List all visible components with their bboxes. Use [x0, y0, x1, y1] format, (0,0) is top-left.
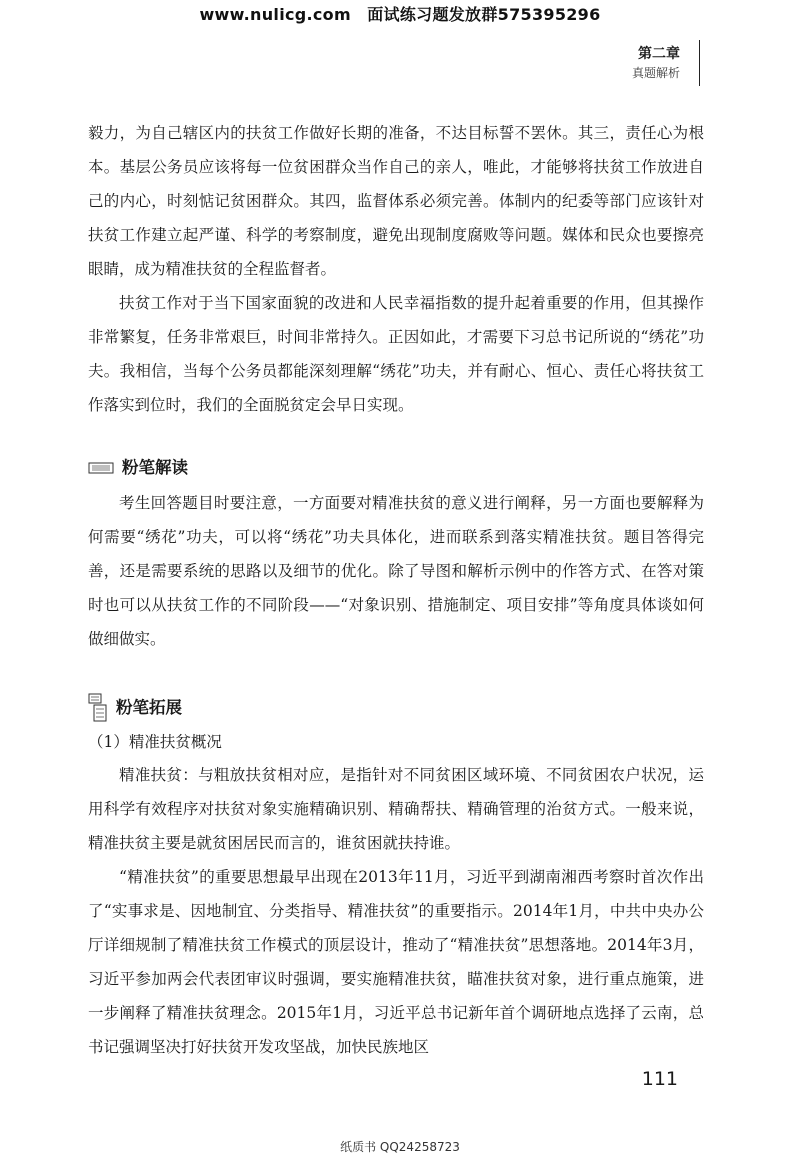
body-paragraph: 考生回答题目时要注意，一方面要对精准扶贫的意义进行阐释，另一方面也要解释为何需要“绣花”功夫，可以将“绣花”功夫具体化，进而联系到落实精准扶贫。题目答得完善，还是需要系统的思路以及细节的优化。除了导图和解析示例中的作答方式、在答对策时也可以从扶贫工作的不同阶段——“对象识别、措施制定、项目安排”等角度具体谈如何做细做实。 — [88, 494, 704, 648]
sub-heading: （1）精准扶贫概况 — [88, 733, 222, 751]
section-title: 粉笔解读 — [122, 458, 188, 477]
body-paragraph: “精准扶贫”的重要思想最早出现在2013年11月，习近平到湖南湘西考察时首次作出了“实事求是、因地制宜、分类指导、精准扶贫”的重要指示。2014年1月，中共中央办公厅详细规制了精准扶贫工作模式的顶层设计，推动了“精准扶贫”思想落地。2014年3月，习近平参加两会代表团审议时强调，要实施精准扶贫，瞄准扶贫对象，进行重点施策，进一步阐释了精准扶贫理念。2015年1月，习近平总书记新年首个调研地点选择了云南，总书记强调坚决打好扶贫开发攻坚战，加快民族地区 — [88, 868, 704, 1056]
section-title: 粉笔拓展 — [116, 698, 182, 717]
chapter-divider — [699, 40, 700, 86]
watermark-banner: www.nulicg.com 面试练习题发放群575395296 — [199, 5, 601, 24]
chapter-header — [632, 44, 680, 82]
chapter-subtitle: 真题解析 — [631, 66, 680, 80]
footer-note: 纸质书 QQ24258723 — [340, 1140, 460, 1154]
body-paragraph: 精准扶贫：与粗放扶贫相对应，是指针对不同贫困区域环境、不同贫困农户状况，运用科学有效程序对扶贫对象实施精确识别、精确帮扶、精确管理的治贫方式。一般来说，精准扶贫主要是就贫困居民而言的，谁贫困就扶持谁。 — [88, 766, 704, 852]
body-paragraph: 毅力，为自己辖区内的扶贫工作做好长期的准备，不达目标誓不罢休。其三，责任心为根本。基层公务员应该将每一位贫困群众当作自己的亲人，唯此，才能够将扶贫工作放进自己的内心，时刻惦记贫困群众。其四，监督体系必须完善。体制内的纪委等部门应该针对扶贫工作建立起严谨、科学的考察制度，避免出现制度腐败等问题。媒体和民众也要擦亮眼睛，成为精准扶贫的全程监督者。 — [88, 124, 704, 278]
body-paragraph: 扶贫工作对于当下国家面貌的改进和人民幸福指数的提升起着重要的作用，但其操作非常繁复，任务非常艰巨，时间非常持久。正因如此，才需要下习总书记所说的“绣花”功夫。我相信，当每个公务员都能深刻理解“绣花”功夫，并有耐心、恒心、责任心将扶贫工作落实到位时，我们的全面脱贫定会早日实现。 — [88, 294, 704, 414]
section-heading-expansion — [88, 690, 704, 726]
chapter-number: 第二章 — [638, 46, 680, 62]
book-icon — [88, 461, 114, 475]
page-number: 111 — [641, 1068, 678, 1090]
notebook-icon — [88, 693, 108, 723]
section-heading-interpretation — [88, 450, 704, 486]
page-body — [88, 116, 704, 1064]
